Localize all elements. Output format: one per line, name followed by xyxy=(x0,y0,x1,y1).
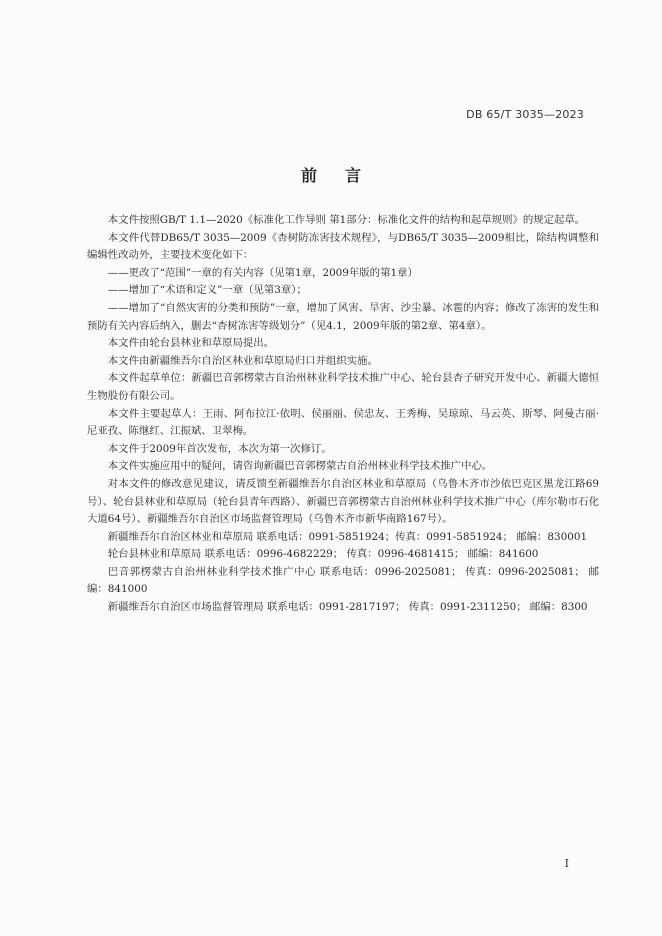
contact-xinjiang-forestry: 新疆维吾尔自治区林业和草原局 联系电话：0991-5851924；传真：0991-5851924； 邮编：830001 xyxy=(107,530,588,543)
paragraph-standard-basis: 本文件按照GB/T 1.1—2020《标准化工作导则 第1部分：标准化文件的结构和起草规则》的规定起草。 xyxy=(107,214,586,226)
change-item-disasters: ——增加了“自然灾害的分类和预防”一章，增加了风害、旱害、沙尘暴、冰雹的内容；修改了冻害的发生和预防有关内容后纳入，删去“杏树冻害等级划分”（见4.1，2009年版的第2章、第4章）。 xyxy=(87,301,599,332)
document-code: DB 65/T 3035—2023 xyxy=(466,108,584,121)
paragraph-replacement: 本文件代替DB65/T 3035—2009《杏树防冻害技术规程》，与DB65/T 3035—2009相比，除结构调整和编辑性改动外，主要技术变化如下： xyxy=(87,231,599,262)
page-title: 前言 xyxy=(300,166,389,185)
paragraph-administrator: 本文件由新疆维吾尔自治区林业和草原局归口并组织实施。 xyxy=(107,354,378,367)
paragraph-drafting-units: 本文件起草单位：新疆巴音郭楞蒙古自治州林业科学技术推广中心、轮台县杏子研究开发中心、新疆大德恒生物股份有限公司。 xyxy=(87,372,599,402)
change-item-terms: ——增加了“术语和定义”一章（见第3章）； xyxy=(107,284,307,297)
paragraph-history: 本文件于2009年首次发布，本次为第一次修订。 xyxy=(107,442,332,455)
paragraph-feedback: 对本文件的修改意见建议，请反馈至新疆维吾尔自治区林业和草原局（乌鲁木齐市沙依巴克区黑龙江路69号）、轮台县林业和草原局（轮台县青年西路）、新疆巴音郭楞蒙古自治州林业科学技术推广中心（库尔勒市石化大道64号）、新疆维吾尔自治区市场监督管理局（乌鲁木齐市新华南路167号）。 xyxy=(87,477,599,526)
change-item-scope: ——更改了“范围”一章的有关内容（见第1章，2009年版的第1章） xyxy=(107,266,418,279)
paragraph-drafters: 本文件主要起草人：王雨、阿布拉江·依明、侯丽丽、侯忠友、王秀梅、吴琼琼、马云英、斯琴、阿曼古丽·尼亚孜、陈继红、江振斌、卫翠梅。 xyxy=(87,407,599,438)
foreword-body xyxy=(87,212,599,617)
contact-market-supervision: 新疆维吾尔自治区市场监督管理局 联系电话：0991-2817197； 传真：0991-2311250； 邮编：8300 xyxy=(107,601,588,614)
paragraph-proposer: 本文件由轮台县林业和草原局提出。 xyxy=(107,337,275,350)
contact-luntai-forestry: 轮台县林业和草原局 联系电话：0996-4682229； 传真：0996-4681415； 邮编：841600 xyxy=(107,548,539,561)
contact-bayingol-center: 巴音郭楞蒙古自治州林业科学技术推广中心 联系电话：0996-2025081； 传真：0996-2025081； 邮编：841000 xyxy=(87,565,599,596)
paragraph-inquiry: 本文件实施应用中的疑问，请咨询新疆巴音郭楞蒙古自治州林业科学技术推广中心。 xyxy=(107,460,493,473)
page-number: I xyxy=(564,857,569,870)
